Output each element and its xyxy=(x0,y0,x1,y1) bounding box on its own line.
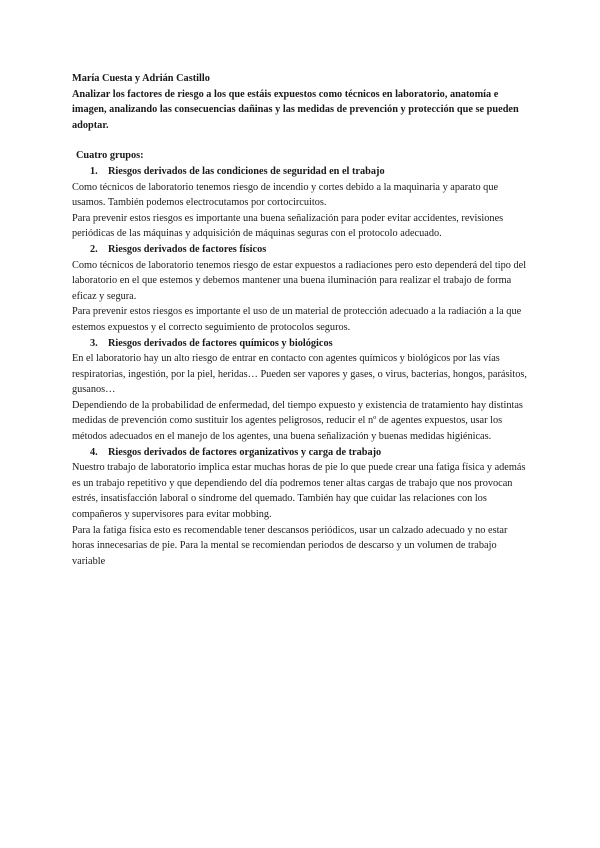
section-title: Riesgos derivados de factores físicos xyxy=(108,243,267,255)
section-heading xyxy=(72,164,530,180)
document-body xyxy=(72,71,530,569)
section-heading xyxy=(72,336,530,352)
section-heading xyxy=(72,242,530,258)
section-2 xyxy=(72,242,530,336)
groups-title: Cuatro grupos: xyxy=(76,150,144,162)
section-1 xyxy=(72,164,530,242)
section-heading xyxy=(72,445,530,461)
paragraph: En el laboratorio hay un alto riesgo de entrar en contacto con agentes químicos y biológicos por las vías respiratorias, ingestión, por la piel, heridas… Pueden ser vapores y gases, o virus, bacterias, hongos, parásitos, gusanos… xyxy=(72,353,527,396)
paragraph: Como técnicos de laboratorio tenemos riesgo de incendio y cortes debido a la maquinaria y aparato que usamos. También podemos electrocutamos por cortocircuitos. xyxy=(72,181,499,209)
task-statement: Analizar los factores de riesgo a los que estáis expuestos como técnicos en laboratorio, anatomía e imagen, analizando las consecuencias dañinas y las medidas de prevención y protección que se pueden adoptar. xyxy=(72,88,519,131)
paragraph: Nuestro trabajo de laboratorio implica estar muchas horas de pie lo que puede crear una fatiga física y además es un trabajo repetitivo y que dependiendo del día podremos tener altas cargas de trabajo que nos provocan estrés, insatisfacción laboral o síndrome del quemado. También hay que cuidar las relaciones con los compañeros y supervisores para evitar mobbing. xyxy=(72,462,526,521)
section-3 xyxy=(72,336,530,445)
authors: María Cuesta y Adrián Castillo xyxy=(72,73,210,84)
paragraph: Como técnicos de laboratorio tenemos riesgo de estar expuestos a radiaciones pero esto dependerá del tipo del laboratorio en el que estemos y debemos mantener una buena iluminación para realizar el trabajo de forma eficaz y segura. xyxy=(72,259,527,302)
section-4 xyxy=(72,445,530,570)
section-number: 1. xyxy=(90,165,98,177)
section-number: 4. xyxy=(90,446,98,458)
section-title: Riesgos derivados de las condiciones de seguridad en el trabajo xyxy=(108,165,385,177)
section-title: Riesgos derivados de factores químicos y biológicos xyxy=(108,337,333,349)
section-title: Riesgos derivados de factores organizativos y carga de trabajo xyxy=(108,446,382,458)
paragraph: Para prevenir estos riesgos es importante una buena señalización para poder evitar accidentes, revisiones periódicas de las máquinas y adquisición de máquinas seguras con el protocolo adecuado. xyxy=(72,212,504,240)
paragraph: Dependiendo de la probabilidad de enfermedad, del tiempo expuesto y existencia de tratamiento hay distintas medidas de prevención como sustituir los agentes peligrosos, reducir el nº de agentes expuestos, usar los métodos adecuados en el manejo de los agentes, una buena señalización y buenas medidas higiénicas. xyxy=(72,399,523,443)
section-number: 2. xyxy=(90,243,98,255)
paragraph: Para prevenir estos riesgos es importante el uso de un material de protección adecuado a la radiación a la que estemos expuestos y el correcto seguimiento de protocolos seguros. xyxy=(72,306,522,333)
section-number: 3. xyxy=(90,337,98,349)
paragraph: Para la fatiga física esto es recomendable tener descansos periódicos, usar un calzado adecuado y no estar horas innecesarias de pie. Para la mental se recomiendan periodos de descarso y un volumen de trabajo variable xyxy=(72,524,508,567)
